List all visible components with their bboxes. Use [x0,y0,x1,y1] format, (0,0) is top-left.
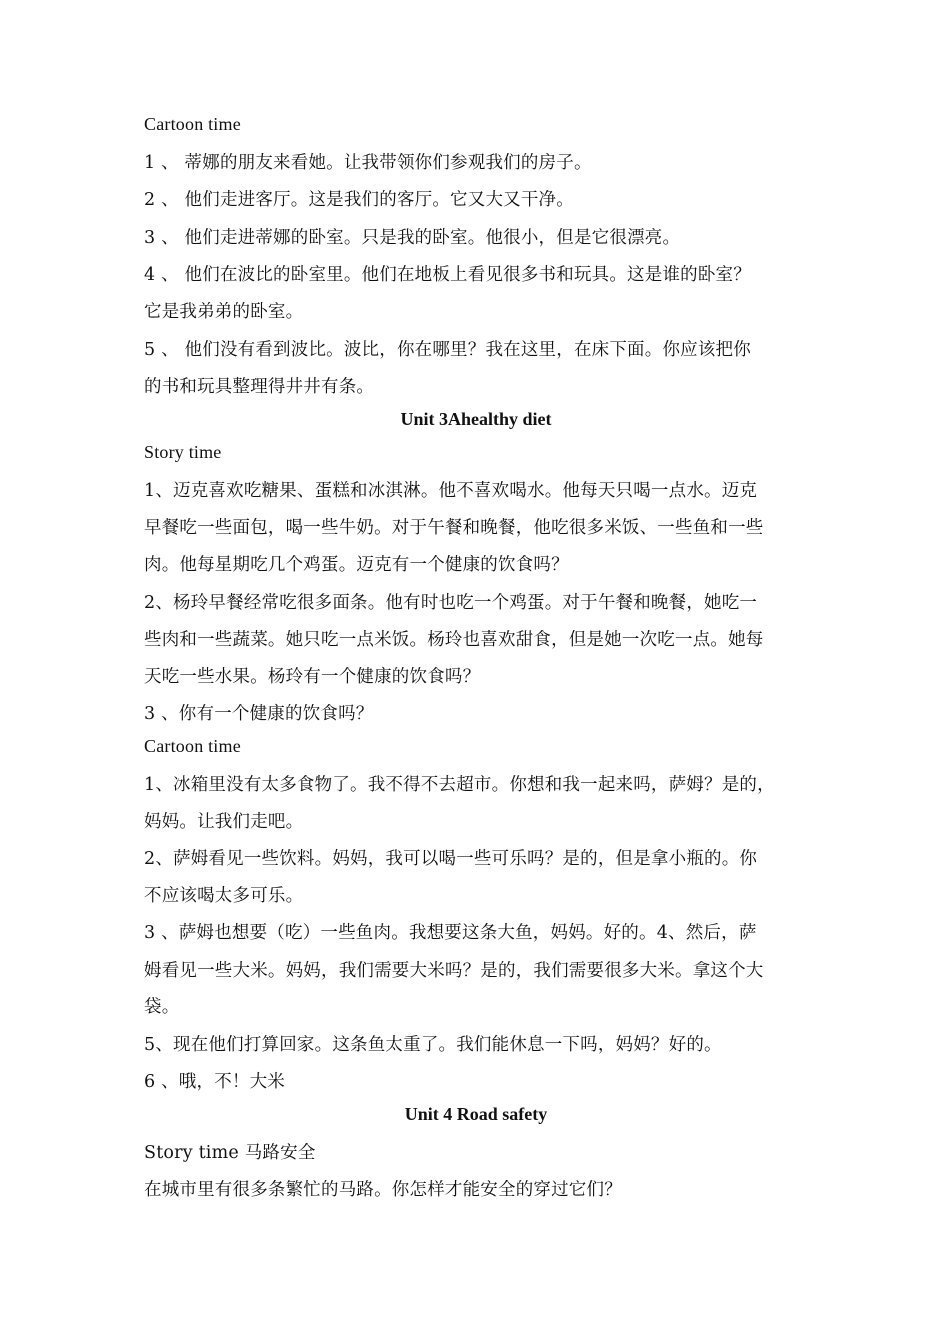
paragraph-line: 6 、哦，不！大米 [144,1072,285,1092]
paragraph-line: 3 、萨姆也想要（吃）一些鱼肉。我想要这条大鱼，妈妈。好的。4、然后，萨 [144,923,757,943]
paragraph-line: 早餐吃一些面包，喝一些牛奶。对于午餐和晚餐，他吃很多米饭、一些鱼和一些 [144,518,764,538]
paragraph-line: 1、迈克喜欢吃糖果、蛋糕和冰淇淋。他不喜欢喝水。他每天只喝一点水。迈克 [144,481,758,501]
paragraph-line: 袋。 [144,997,180,1017]
section-label-cartoon-time: Cartoon time [144,114,241,134]
paragraph-line: 2、萨姆看见一些饮料。妈妈，我可以喝一些可乐吗？是的，但是拿小瓶的。你 [144,849,758,869]
paragraph-line: 2 、 他们走进客厅。这是我们的客厅。它又大又干净。 [144,190,574,210]
paragraph-line: 不应该喝太多可乐。 [144,886,304,906]
paragraph-line: 3 、 他们走进蒂娜的卧室。只是我的卧室。他很小，但是它很漂亮。 [144,228,681,248]
paragraph-line: 妈妈。让我们走吧。 [144,812,304,832]
paragraph-line: 3 、你有一个健康的饮食吗？ [144,704,374,724]
paragraph-line: 4 、 他们在波比的卧室里。他们在地板上看见很多书和玩具。这是谁的卧室？ [144,265,751,285]
paragraph-line: 1 、 蒂娜的朋友来看她。让我带领你们参观我们的房子。 [144,153,592,173]
section-label-story-time: Story time [144,442,222,462]
section-label-story-time: Story time 马路安全 [144,1143,316,1163]
paragraph-line: 姆看见一些大米。妈妈，我们需要大米吗？是的，我们需要很多大米。拿这个大 [144,961,764,981]
paragraph-line: 5 、 他们没有看到波比。波比，你在哪里？我在这里，在床下面。你应该把你 [144,340,751,360]
paragraph-line: 5、现在他们打算回家。这条鱼太重了。我们能休息一下吗，妈妈？好的。 [144,1035,722,1055]
paragraph-line: 天吃一些水果。杨玲有一个健康的饮食吗？ [144,667,481,687]
section-label-cartoon-time: Cartoon time [144,736,241,756]
paragraph-line: 它是我弟弟的卧室。 [144,302,304,322]
paragraph-line: 的书和玩具整理得井井有条。 [144,377,375,397]
paragraph-line: 些肉和一些蔬菜。她只吃一点米饭。杨玲也喜欢甜食，但是她一次吃一点。她每 [144,630,764,650]
paragraph-line: 2、杨玲早餐经常吃很多面条。他有时也吃一个鸡蛋。对于午餐和晚餐，她吃一 [144,593,758,613]
paragraph-line: 肉。他每星期吃几个鸡蛋。迈克有一个健康的饮食吗？ [144,555,569,575]
unit-4-heading: Unit 4 Road safety [404,1104,548,1124]
paragraph-line: 在城市里有很多条繁忙的马路。你怎样才能安全的穿过它们？ [144,1180,622,1200]
unit-3-heading: Unit 3Ahealthy diet [400,409,552,429]
paragraph-line: 1、冰箱里没有太多食物了。我不得不去超市。你想和我一起来吗，萨姆？是的， [144,775,775,795]
